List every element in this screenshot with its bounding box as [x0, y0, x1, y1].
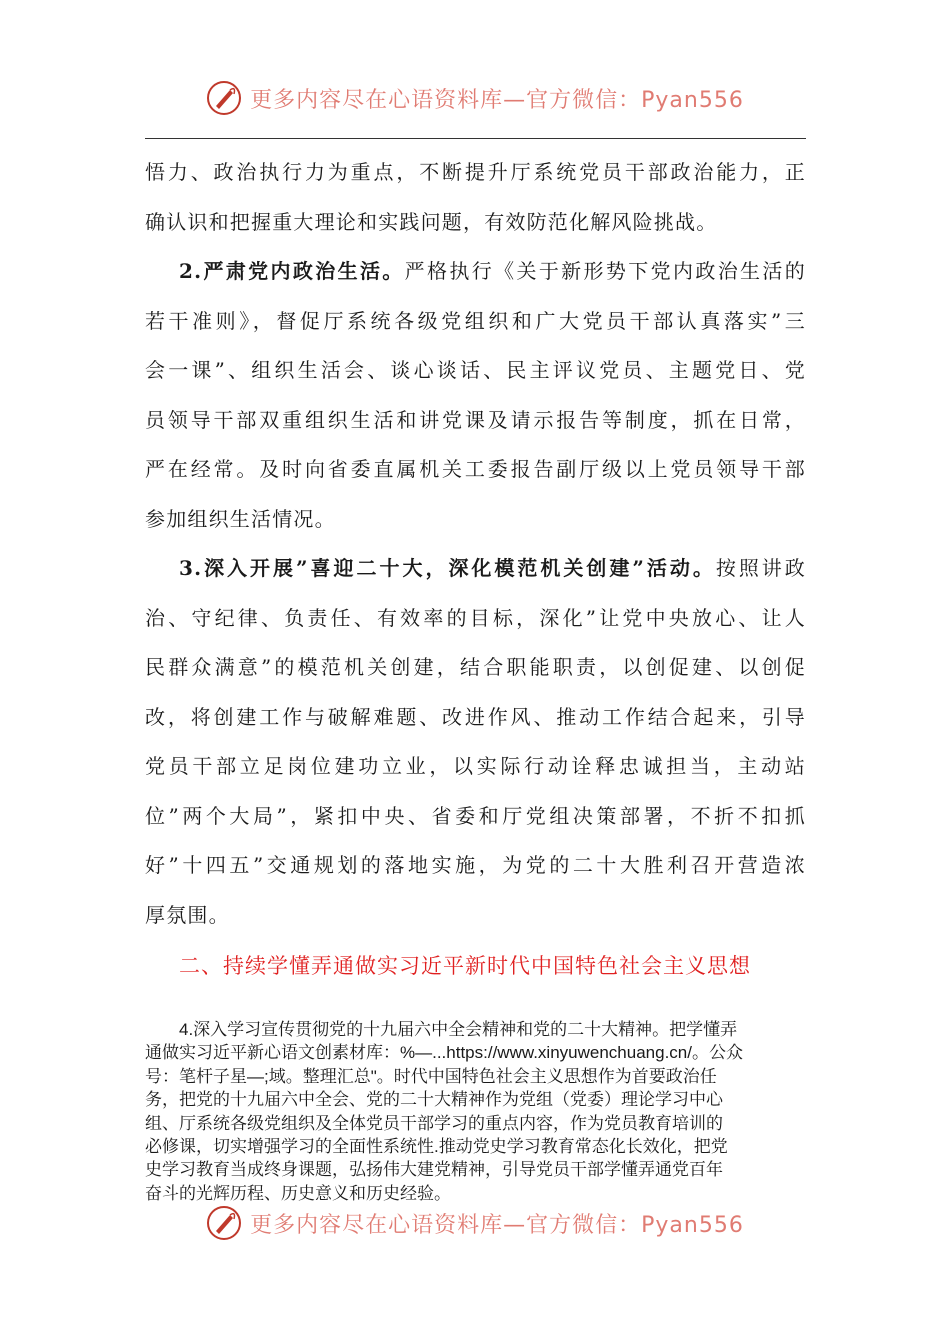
paragraph-lead: 3.深入开展”喜迎二十大，深化模范机关创建”活动。: [179, 556, 716, 580]
body-line: 严在经常。及时向省委直属机关工委报告副厅级以上党员领导干部: [145, 457, 806, 481]
section-heading: 二、持续学懂弄通做实习近平新时代中国特色社会主义思想: [179, 954, 751, 978]
body-line: 党员干部立足岗位建功立业，以实际行动诠释忠诚担当，主动站: [145, 754, 806, 778]
body-line: 必修课，切实增强学习的全面性系统性.推动党史学习教育常态化长效化，把党: [145, 1136, 728, 1156]
body-line: 号：笔杆子星—;域。整理汇总"。时代中国特色社会主义思想作为首要政治任: [145, 1066, 717, 1086]
body-line: 位”两个大局”，紧扣中央、省委和厅党组决策部署，不折不扣抓: [145, 803, 806, 828]
footer-banner-text: 更多内容尽在心语资料库—官方微信：Pyan556: [250, 1212, 744, 1238]
dense-paragraph: [145, 1018, 810, 1205]
header-banner-text: 更多内容尽在心语资料库—官方微信：Pyan556: [250, 87, 744, 113]
paragraph-text: 按照讲政: [715, 556, 806, 580]
body-line: 通做实习近平新心语文创素材库：%—...https://www.xinyuwenchuang.cn/。公众: [145, 1043, 743, 1063]
body-line: 若干准则》，督促厅系统各级党组织和广大党员干部认真落实”三: [145, 308, 806, 333]
body-line: 治、守纪律、负责任、有效率的目标，深化”让党中央放心、让人: [145, 605, 806, 630]
footer-banner: [0, 1205, 950, 1241]
body-line: 组、厅系统各级党组织及全体党员干部学习的重点内容，作为党员教育培训的: [145, 1113, 723, 1133]
quill-pen-logo-icon: [206, 80, 242, 116]
body-line: 务，把党的十九届六中全会、党的二十大精神作为党组（党委）理论学习中心: [145, 1090, 723, 1110]
body-line: 厚氛围。: [145, 902, 230, 927]
body-line: 确认识和把握重大理论和实践问题，有效防范化解风险挑战。: [145, 209, 718, 234]
body-line: 会一课”、组织生活会、谈心谈话、民主评议党员、主题党日、党: [145, 358, 806, 382]
paragraph-lead: 2.严肃党内政治生活。: [179, 259, 405, 283]
body-line: 员领导干部双重组织生活和讲党课及请示报告等制度，抓在日常，: [145, 407, 806, 432]
header-divider: [145, 138, 806, 139]
body-line: 好”十四五”交通规划的落地实施，为党的二十大胜利召开营造浓: [145, 853, 806, 877]
body-line: [145, 247, 806, 297]
body-line: 奋斗的光辉历程、历史意义和历史经验。: [145, 1183, 451, 1203]
quill-pen-logo-icon: [206, 1205, 242, 1241]
paragraph-text: 严格执行《关于新形势下党内政治生活的: [404, 259, 806, 283]
body-line: 民群众满意”的模范机关创建，结合职能职责，以创促建、以创促: [145, 655, 806, 679]
body-line: [145, 544, 806, 594]
document-body: [145, 148, 806, 992]
body-line: 参加组织生活情况。: [145, 506, 336, 531]
header-banner: [0, 80, 950, 116]
body-line: 史学习教育当成终身课题，弘扬伟大建党精神，引导党员干部学懂弄通党百年: [145, 1160, 723, 1180]
body-line: 4.深入学习宣传贯彻党的十九届六中全会精神和党的二十大精神。把学懂弄: [179, 1020, 738, 1039]
body-line: 改，将创建工作与破解难题、改进作风、推动工作结合起来，引导: [145, 704, 806, 729]
body-line: 悟力、政治执行力为重点，不断提升厅系统党员干部政治能力，正: [145, 160, 806, 184]
